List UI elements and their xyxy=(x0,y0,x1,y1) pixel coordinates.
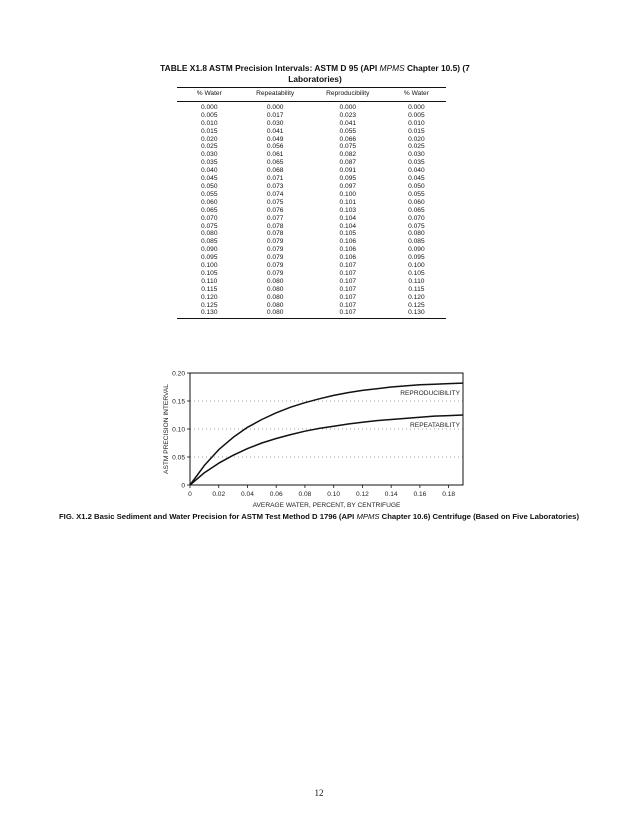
figure-caption xyxy=(40,511,598,522)
table-row xyxy=(177,246,446,254)
table-cell: 0.025 xyxy=(408,143,425,151)
table-cell: 0.080 xyxy=(266,277,284,285)
table-cell: 0.085 xyxy=(408,238,425,246)
table-row xyxy=(177,167,446,175)
table-cell: 0.041 xyxy=(266,127,284,135)
x-tick-label: 0.14 xyxy=(384,491,398,498)
table-cell: 0.107 xyxy=(339,277,357,285)
table-cell: 0.101 xyxy=(339,198,357,206)
table-row xyxy=(177,238,446,246)
table-cell: 0.079 xyxy=(266,238,284,246)
precision-table xyxy=(177,87,446,319)
table-row xyxy=(177,223,446,231)
table-row xyxy=(177,143,446,151)
table-cell: 0.110 xyxy=(408,277,425,285)
table-row xyxy=(177,294,446,302)
table-cell: 0.082 xyxy=(339,151,357,159)
table-cell: 0.040 xyxy=(201,167,218,175)
column-header: Reproducibility xyxy=(309,88,387,102)
table-cell: 0.071 xyxy=(266,175,284,183)
table-cell: 0.068 xyxy=(266,167,284,175)
table-cell: 0.100 xyxy=(339,190,357,198)
table-cell: 0.100 xyxy=(408,262,425,270)
table-row xyxy=(177,112,446,120)
table-cell: 0.091 xyxy=(339,167,357,175)
table-row xyxy=(177,175,446,183)
series-labels xyxy=(400,390,460,429)
table-cell: 0.095 xyxy=(201,254,218,262)
y-tick-label: 0 xyxy=(181,482,185,490)
table-title-italic: MPMS xyxy=(379,63,405,73)
table-cell: 0.080 xyxy=(266,293,284,301)
table-cell: 0.074 xyxy=(266,190,284,198)
series-label-repeatability: REPEATABILITY xyxy=(410,422,460,430)
table-cell: 0.097 xyxy=(339,182,357,190)
y-tick-label: 0.10 xyxy=(172,426,185,434)
table-cell: 0.104 xyxy=(339,214,357,222)
table-row xyxy=(177,309,446,318)
table-cell: 0.010 xyxy=(408,119,425,127)
table-cell: 0.035 xyxy=(201,159,218,167)
table-cell: 0.087 xyxy=(339,159,357,167)
x-tick-label: 0.06 xyxy=(269,491,283,498)
table-cell: 0.030 xyxy=(201,151,218,159)
caption-suffix: Chapter 10.6) Centrifuge (Based on Five Laboratories) xyxy=(379,512,580,521)
table-cell: 0.080 xyxy=(266,285,284,293)
table-title xyxy=(150,63,480,85)
table-cell: 0.061 xyxy=(266,151,284,159)
table-row xyxy=(177,151,446,159)
table-cell: 0.080 xyxy=(266,301,284,309)
table-cell: 0.055 xyxy=(339,127,357,135)
table-row xyxy=(177,215,446,223)
page-number: 12 xyxy=(314,788,324,798)
table-cell: 0.005 xyxy=(201,111,218,119)
table-cell: 0.130 xyxy=(177,309,242,318)
table-cell: 0.103 xyxy=(339,206,357,214)
series-line-reproducibility xyxy=(190,383,463,485)
table-cell: 0.104 xyxy=(339,222,357,230)
column-header: % Water xyxy=(387,88,446,102)
table-cell: 0.078 xyxy=(266,230,284,238)
table-row xyxy=(177,278,446,286)
table-row xyxy=(177,262,446,270)
y-tick-label: 0.20 xyxy=(172,370,185,378)
table-header-row xyxy=(177,88,446,102)
table-cell: 0.106 xyxy=(339,238,357,246)
table-cell: 0.056 xyxy=(266,143,284,151)
table-cell: 0.073 xyxy=(266,182,284,190)
table-cell: 0.045 xyxy=(201,175,218,183)
table-cell: 0.095 xyxy=(339,175,357,183)
column-header: Repeatability xyxy=(242,88,309,102)
table-cell: 0.050 xyxy=(201,182,218,190)
table-cell: 0.079 xyxy=(266,254,284,262)
table-cell: 0.110 xyxy=(201,277,218,285)
y-tick-label: 0.15 xyxy=(172,398,185,406)
table-cell: 0.000 xyxy=(266,103,284,111)
table-cell: 0.120 xyxy=(408,293,425,301)
x-tick-label: 0.16 xyxy=(413,491,427,498)
table-cell: 0.025 xyxy=(201,143,218,151)
table-title-prefix: TABLE X1.8 ASTM Precision Intervals: ASTM D 95 (API xyxy=(160,63,380,73)
caption-prefix: FIG. X1.2 Basic Sediment and Water Precision for ASTM Test Method D 1796 (API xyxy=(58,512,357,521)
table-cell: 0.075 xyxy=(408,222,425,230)
table-cell: 0.000 xyxy=(408,103,425,111)
table-cell: 0.125 xyxy=(408,301,425,309)
y-tick-label: 0.05 xyxy=(172,454,185,462)
table-cell: 0.080 xyxy=(242,309,309,318)
table-cell: 0.023 xyxy=(339,111,357,119)
table-cell: 0.060 xyxy=(408,198,425,206)
table-cell: 0.040 xyxy=(408,167,425,175)
table-cell: 0.065 xyxy=(266,159,284,167)
table-row xyxy=(177,101,446,111)
table-cell: 0.078 xyxy=(266,222,284,230)
table-cell: 0.090 xyxy=(408,246,425,254)
x-tick-label: 0.10 xyxy=(327,491,341,498)
table-cell: 0.079 xyxy=(266,269,284,277)
table-cell: 0.066 xyxy=(339,135,357,143)
table-cell: 0.080 xyxy=(408,230,425,238)
table-cell: 0.005 xyxy=(408,111,425,119)
table-cell: 0.010 xyxy=(201,119,218,127)
table-row xyxy=(177,302,446,310)
table-row xyxy=(177,159,446,167)
table-cell: 0.076 xyxy=(266,206,284,214)
precision-chart xyxy=(160,365,480,515)
table-row xyxy=(177,270,446,278)
series-label-reproducibility: REPRODUCIBILITY xyxy=(400,389,460,397)
table-cell: 0.055 xyxy=(201,190,218,198)
table-cell: 0.115 xyxy=(408,285,425,293)
table-cell: 0.075 xyxy=(266,198,284,206)
table-row xyxy=(177,254,446,262)
caption-italic: MPMS xyxy=(356,512,380,521)
table-cell: 0.017 xyxy=(266,111,284,119)
table-cell: 0.130 xyxy=(387,309,446,318)
table-row xyxy=(177,183,446,191)
table-cell: 0.020 xyxy=(408,135,425,143)
table-row xyxy=(177,207,446,215)
x-tick-label: 0.08 xyxy=(298,491,312,498)
table-cell: 0.079 xyxy=(266,246,284,254)
table-cell: 0.020 xyxy=(201,135,218,143)
table-cell: 0.105 xyxy=(201,269,218,277)
table-cell: 0.035 xyxy=(408,159,425,167)
table-cell: 0.106 xyxy=(339,246,357,254)
x-tick-label: 0.02 xyxy=(212,491,226,498)
table-row xyxy=(177,230,446,238)
table-cell: 0.070 xyxy=(201,214,218,222)
table-cell: 0.075 xyxy=(201,222,218,230)
x-tick-label: 0 xyxy=(188,491,192,498)
table-cell: 0.125 xyxy=(201,301,218,309)
table-cell: 0.085 xyxy=(201,238,218,246)
table-cell: 0.077 xyxy=(266,214,284,222)
table-cell: 0.000 xyxy=(201,103,218,111)
table-cell: 0.107 xyxy=(339,301,357,309)
table-cell: 0.107 xyxy=(339,285,357,293)
table-title-suffix: Chapter 10.5) (7 Laboratories) xyxy=(288,63,470,84)
table-cell: 0.090 xyxy=(201,246,218,254)
table-cell: 0.107 xyxy=(339,293,357,301)
table-cell: 0.107 xyxy=(309,309,387,318)
table-cell: 0.041 xyxy=(339,119,357,127)
table-cell: 0.095 xyxy=(408,254,425,262)
table-row xyxy=(177,199,446,207)
table-cell: 0.055 xyxy=(408,190,425,198)
table-cell: 0.000 xyxy=(339,103,357,111)
y-axis-ticks xyxy=(172,370,190,489)
table-cell: 0.080 xyxy=(201,230,218,238)
table-cell: 0.100 xyxy=(201,262,218,270)
x-axis-label: AVERAGE WATER, PERCENT, BY CENTRIFUGE xyxy=(252,502,401,509)
table-row xyxy=(177,136,446,144)
x-tick-label: 0.18 xyxy=(442,491,456,498)
table-cell: 0.070 xyxy=(408,214,425,222)
table-cell: 0.050 xyxy=(408,182,425,190)
table-cell: 0.060 xyxy=(201,198,218,206)
table-cell: 0.079 xyxy=(266,262,284,270)
y-axis-label: ASTM PRECISION INTERVAL xyxy=(163,384,170,474)
x-tick-label: 0.12 xyxy=(355,491,369,498)
table-cell: 0.106 xyxy=(339,254,357,262)
series-lines xyxy=(190,383,463,485)
table-cell: 0.049 xyxy=(266,135,284,143)
table-cell: 0.065 xyxy=(201,206,218,214)
table-cell: 0.115 xyxy=(201,285,218,293)
table-row xyxy=(177,120,446,128)
table-cell: 0.030 xyxy=(408,151,425,159)
table-cell: 0.030 xyxy=(266,119,284,127)
x-tick-label: 0.04 xyxy=(241,491,254,498)
table-cell: 0.065 xyxy=(408,206,425,214)
table-cell: 0.107 xyxy=(339,269,357,277)
table-cell: 0.105 xyxy=(408,269,425,277)
table-cell: 0.075 xyxy=(339,143,357,151)
table-cell: 0.015 xyxy=(201,127,218,135)
x-axis-ticks xyxy=(188,485,455,498)
table-cell: 0.045 xyxy=(408,175,425,183)
table-body xyxy=(177,101,446,318)
table-row xyxy=(177,128,446,136)
table-cell: 0.107 xyxy=(339,262,357,270)
table-row xyxy=(177,286,446,294)
table-cell: 0.015 xyxy=(408,127,425,135)
column-header: % Water xyxy=(177,88,242,102)
table-cell: 0.105 xyxy=(339,230,357,238)
table-cell: 0.120 xyxy=(201,293,218,301)
table-row xyxy=(177,191,446,199)
